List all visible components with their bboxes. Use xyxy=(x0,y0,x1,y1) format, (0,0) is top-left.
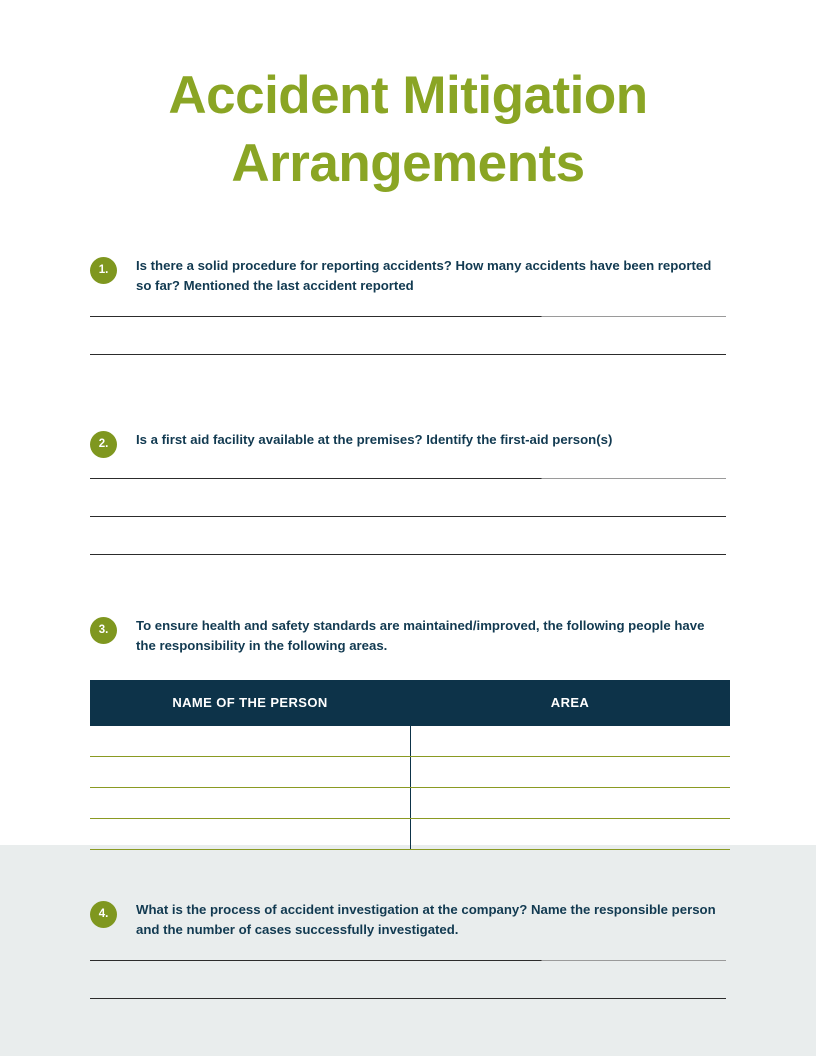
cell-area[interactable] xyxy=(410,756,730,787)
answer-line[interactable] xyxy=(90,998,726,999)
table-row xyxy=(90,726,730,757)
spacer xyxy=(0,392,816,430)
table-header-row xyxy=(90,680,730,726)
cell-name[interactable] xyxy=(90,818,410,849)
spacer xyxy=(0,592,816,616)
question-block-3 xyxy=(0,616,816,656)
column-header-name: NAME OF THE PERSON xyxy=(90,680,410,726)
answer-line[interactable] xyxy=(90,516,726,517)
question-3-header xyxy=(90,616,726,656)
table-body xyxy=(90,726,730,850)
answer-line[interactable] xyxy=(90,554,726,555)
question-2-text: Is a first aid facility available at the premises? Identify the first-aid person(s) xyxy=(136,431,613,447)
cell-name[interactable] xyxy=(90,726,410,757)
table-head xyxy=(90,680,730,726)
cell-name[interactable] xyxy=(90,787,410,818)
cell-area[interactable] xyxy=(410,787,730,818)
questions-section xyxy=(0,256,816,999)
question-1-answer-lines xyxy=(90,316,726,355)
question-1-text: Is there a solid procedure for reporting accidents? How many accidents have been reported so far? Mentioned the last accident reported xyxy=(136,257,712,293)
answer-line[interactable] xyxy=(90,354,726,355)
question-2-header xyxy=(90,430,726,458)
question-2-answer-lines xyxy=(90,478,726,555)
question-4-number: 4. xyxy=(90,901,117,928)
question-3-number: 3. xyxy=(90,617,117,644)
answer-line[interactable] xyxy=(90,478,726,479)
question-1-number: 1. xyxy=(90,257,117,284)
answer-line[interactable] xyxy=(90,960,726,961)
table-row xyxy=(90,818,730,849)
responsibility-table xyxy=(90,680,730,850)
cell-area[interactable] xyxy=(410,726,730,757)
answer-line[interactable] xyxy=(90,316,726,317)
table-row xyxy=(90,756,730,787)
question-4-text: What is the process of accident investigation at the company? Name the responsible person and the number of cases successfully investigated. xyxy=(136,901,716,937)
cell-area[interactable] xyxy=(410,818,730,849)
responsibility-table-wrapper xyxy=(90,680,726,850)
question-block-4 xyxy=(0,850,816,999)
question-2-number: 2. xyxy=(90,431,117,458)
question-4-answer-lines xyxy=(90,960,726,999)
cell-name[interactable] xyxy=(90,756,410,787)
question-3-text: To ensure health and safety standards are maintained/improved, the following people have the responsibility in the following areas. xyxy=(136,617,705,653)
question-1-header xyxy=(90,256,726,296)
table-row xyxy=(90,787,730,818)
column-header-area: AREA xyxy=(410,680,730,726)
question-block-2 xyxy=(0,430,816,555)
page-title: Accident Mitigation Arrangements xyxy=(168,66,648,193)
question-block-1 xyxy=(0,256,816,355)
question-4-header xyxy=(90,900,726,940)
